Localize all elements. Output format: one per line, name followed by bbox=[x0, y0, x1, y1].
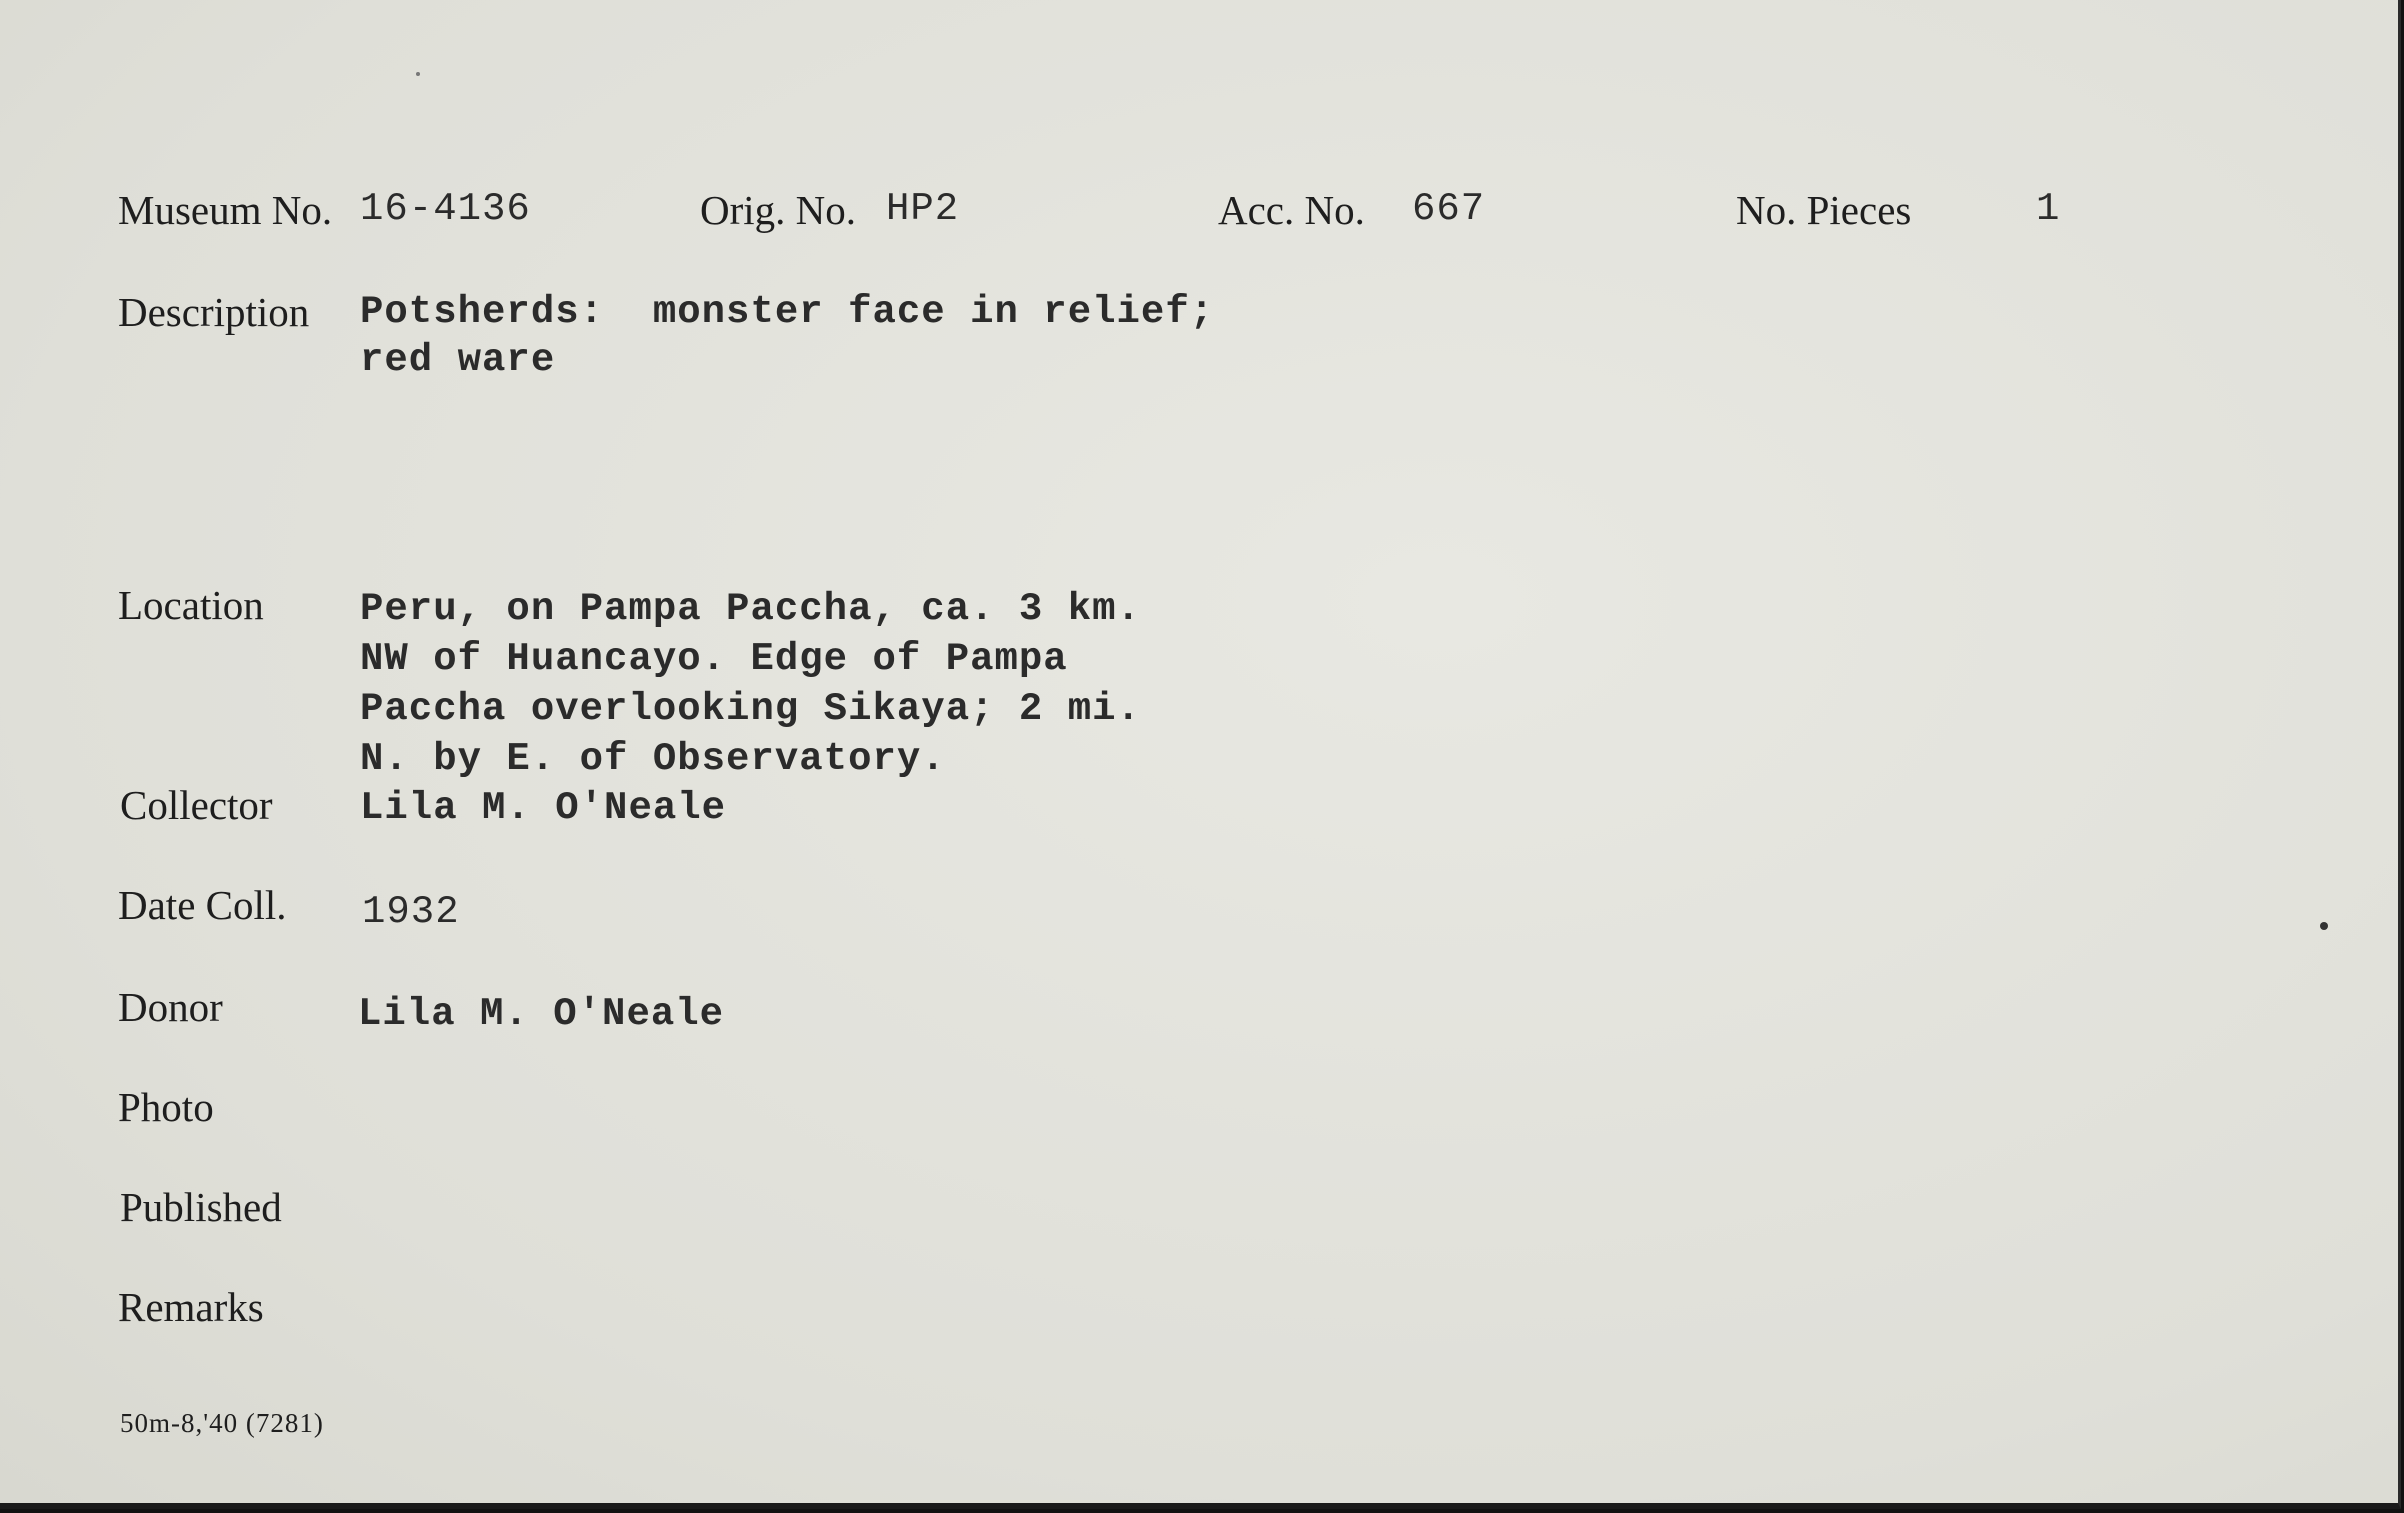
museum-no-value: 16-4136 bbox=[360, 187, 531, 231]
description-line: Potsherds: monster face in relief; bbox=[360, 290, 1215, 334]
date-coll-label: Date Coll. bbox=[118, 882, 287, 928]
acc-no-value: 667 bbox=[1412, 187, 1486, 231]
print-code: 50m-8,'40 (7281) bbox=[120, 1408, 324, 1438]
location-line: Peru, on Pampa Paccha, ca. 3 km. bbox=[360, 587, 1141, 631]
no-pieces-label: No. Pieces bbox=[1736, 187, 1912, 233]
orig-no-label: Orig. No. bbox=[700, 187, 857, 233]
description-label: Description bbox=[118, 289, 310, 335]
date-coll-value: 1932 bbox=[362, 890, 460, 934]
location-line: N. by E. of Observatory. bbox=[360, 737, 946, 781]
description-text bbox=[360, 288, 1214, 384]
photo-label: Photo bbox=[118, 1084, 214, 1130]
donor-value: Lila M. O'Neale bbox=[358, 992, 725, 1036]
paper-speck bbox=[416, 72, 420, 76]
location-text bbox=[360, 584, 1141, 784]
no-pieces-value: 1 bbox=[2036, 187, 2061, 231]
donor-label: Donor bbox=[118, 984, 223, 1030]
collector-label: Collector bbox=[120, 782, 273, 828]
paper-speck bbox=[2320, 922, 2328, 930]
published-label: Published bbox=[120, 1184, 282, 1230]
acc-no-label: Acc. No. bbox=[1218, 187, 1365, 233]
location-label: Location bbox=[118, 582, 264, 628]
location-line: NW of Huancayo. Edge of Pampa bbox=[360, 637, 1068, 681]
orig-no-value: HP2 bbox=[886, 187, 960, 231]
remarks-label: Remarks bbox=[118, 1284, 264, 1330]
collector-value: Lila M. O'Neale bbox=[360, 786, 727, 830]
museum-no-label: Museum No. bbox=[118, 187, 333, 233]
description-line: red ware bbox=[360, 338, 556, 382]
location-line: Paccha overlooking Sikaya; 2 mi. bbox=[360, 687, 1141, 731]
